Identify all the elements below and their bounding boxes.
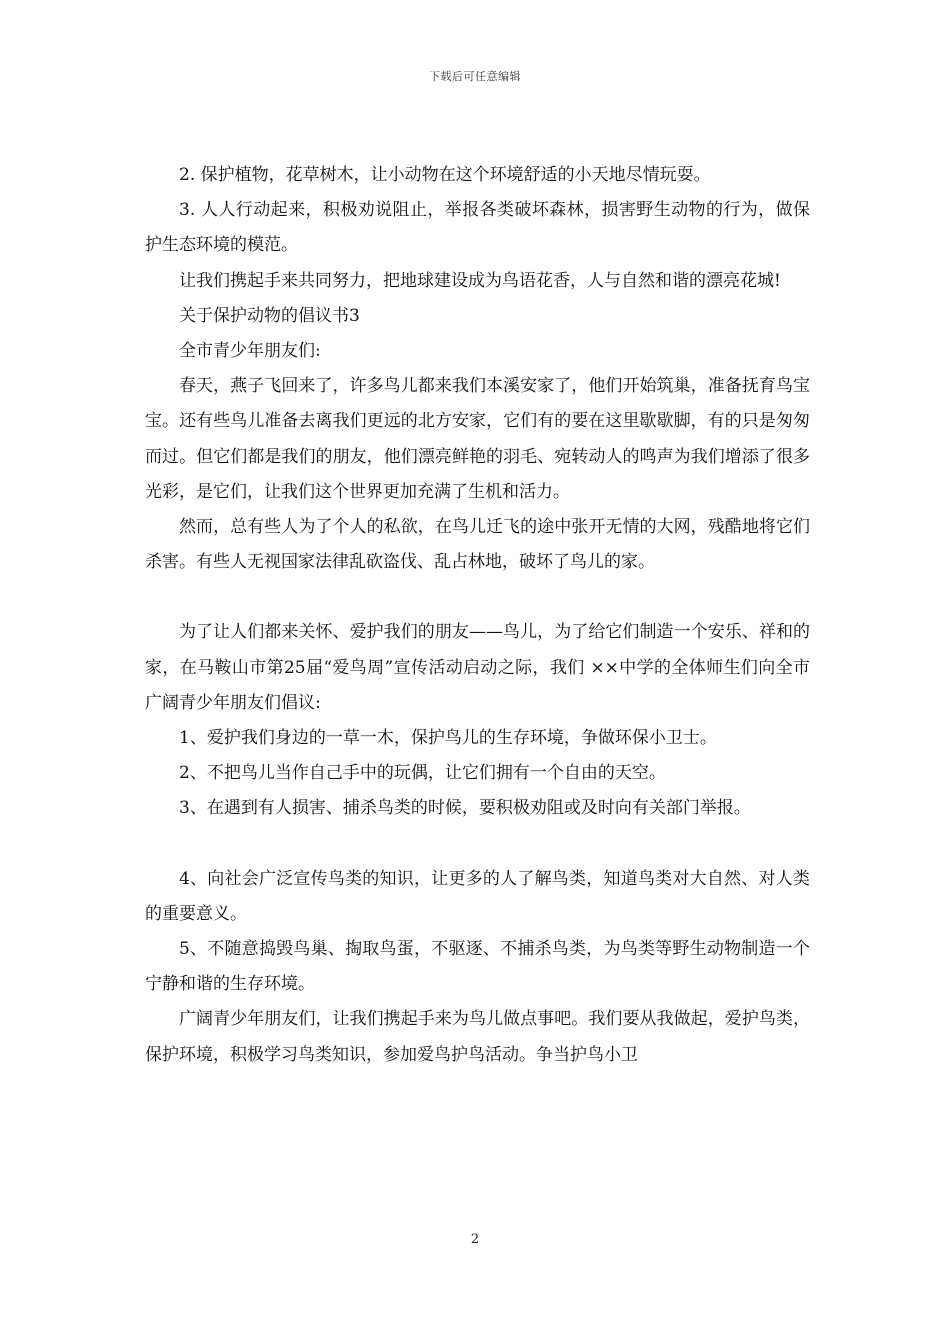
- proposal-item-1: 1、爱护我们身边的一草一木，保护鸟儿的生存环境，争做环保小卫士。: [179, 728, 717, 749]
- paragraph-however: 然而，总有些人为了个人的私欲，在鸟儿迁飞的途中张开无情的大网，残酷地将它们杀害。有些人无视国家法律乱砍盗伐、乱占林地，破坏了鸟儿的家。: [145, 517, 810, 573]
- paragraph-proposal-intro: 为了让人们都来关怀、爱护我们的朋友——鸟儿，为了给它们制造一个安乐、祥和的家，在马鞍山市第25届“爱鸟周”宣传活动启动之际，我们 ××中学的全体师生们向全市广阔青少年朋友们倡议:: [145, 622, 810, 713]
- proposal-item-5: 5、不随意捣毁鸟巢、掏取鸟蛋，不驱逐、不捕杀鸟类，为鸟类等野生动物制造一个宁静和谐的生存环境。: [145, 939, 810, 995]
- paragraph-item-3: 3. 人人行动起来，积极劝说阻止，举报各类破坏森林，损害野生动物的行为，做保护生态环境的模范。: [145, 200, 810, 256]
- paragraph-item-2: 2. 保护植物，花草树木，让小动物在这个环境舒适的小天地尽情玩耍。: [179, 165, 711, 185]
- paragraph-closing-call: 让我们携起手来共同努力，把地球建设成为鸟语花香，人与自然和谐的漂亮花城!: [179, 270, 781, 291]
- salutation: 全市青少年朋友们:: [179, 341, 321, 362]
- proposal-item-4: 4、向社会广泛宣传鸟类的知识，让更多的人了解鸟类，知道鸟类对大自然、对人类的重要意义。: [145, 868, 810, 924]
- page-number: 2: [470, 1232, 480, 1247]
- page-header-note: 下载后可任意编辑: [429, 70, 521, 83]
- section-title: 关于保护动物的倡议书3: [179, 305, 360, 326]
- paragraph-gap: [145, 827, 810, 862]
- paragraph-final-appeal: 广阔青少年朋友们，让我们携起手来为鸟儿做点事吧。我们要从我做起，爱护鸟类，保护环境，积极学习鸟类知识，参加爱鸟护鸟活动。争当护鸟小卫: [145, 1009, 810, 1065]
- paragraph-gap: [145, 580, 810, 615]
- document-body: [145, 158, 810, 1073]
- paragraph-spring: 春天，燕子飞回来了，许多鸟儿都来我们本溪安家了，他们开始筑巢，准备抚育鸟宝宝。还有些鸟儿准备去离我们更远的北方安家，它们有的要在这里歇歇脚，有的只是匆匆而过。但它们都是我们的朋友，他们漂亮鲜艳的羽毛、宛转动人的鸣声为我们增添了很多光彩，是它们，让我们这个世界更加充满了生机和活力。: [145, 376, 810, 502]
- proposal-item-3: 3、在遇到有人损害、捕杀鸟类的时候，要积极劝阻或及时向有关部门举报。: [179, 798, 751, 819]
- proposal-item-2: 2、不把鸟儿当作自己手中的玩偶，让它们拥有一个自由的天空。: [179, 763, 666, 784]
